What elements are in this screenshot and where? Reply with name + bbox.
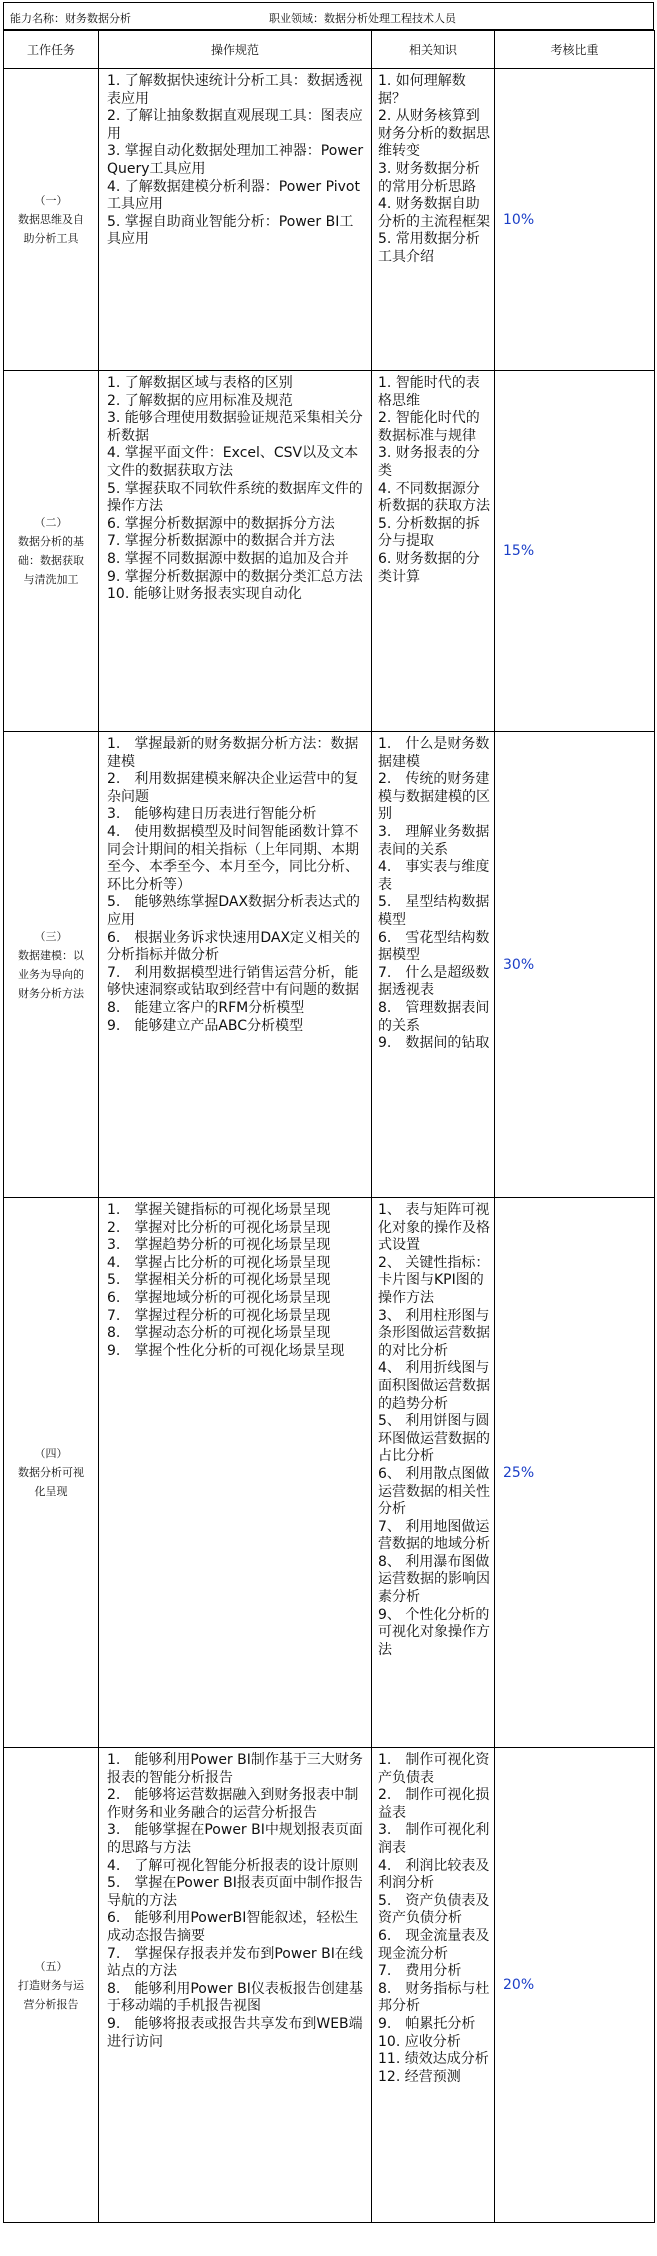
knowledge-item: 2. 从财务核算到财务分析的数据思维转变 (378, 108, 490, 160)
knowledge-item: 3. 理解业务数据表间的关系 (378, 823, 490, 858)
ops-item: 3. 掌握趋势分析的可视化场景呈现 (107, 1237, 331, 1254)
knowledge-item: 6. 雪花型结构数据模型 (378, 929, 490, 964)
ops-item: 5. 掌握获取不同软件系统的数据库文件的操作方法 (107, 480, 363, 515)
ops-cell (99, 371, 372, 732)
knowledge-item: 3. 财务数据分析的常用分析思路 (378, 160, 480, 195)
ops-cell (99, 69, 378, 371)
task-line: 打造财务与运 (18, 1978, 84, 1992)
field-name: 职业领域：数据分析处理工程技术人员 (269, 12, 456, 25)
knowledge-item: 11. 绩效达成分析 (378, 2051, 489, 2068)
task-cell (4, 1198, 99, 1748)
ops-item: 9. 掌握分析数据源中的数据分类汇总方法 (107, 568, 363, 585)
ops-item: 6. 能够利用PowerBI智能叙述，轻松生成动态报告摘要 (107, 1910, 359, 1944)
ops-item: 2. 能够将运营数据融入到财务报表中制作财务和业务融合的运营分析报告 (107, 1787, 359, 1821)
knowledge-item: 4. 利润比较表及利润分析 (378, 1857, 490, 1892)
knowledge-item: 2. 传统的财务建模与数据建模的区别 (378, 771, 490, 823)
ops-item: 2. 了解数据的应用标准及规范 (107, 392, 293, 409)
ops-item: 6. 掌握地域分析的可视化场景呈现 (107, 1289, 331, 1306)
knowledge-item: 8. 管理数据表间的关系 (378, 999, 490, 1034)
ops-item: 7. 掌握分析数据源中的数据合并方法 (107, 533, 335, 550)
ops-item: 4. 了解数据建模分析利器：Power Pivot工具应用 (107, 178, 360, 213)
ops-item: 6. 掌握分析数据源中的数据拆分方法 (107, 515, 335, 532)
knowledge-cell (372, 1198, 495, 1748)
knowledge-item: 5. 资产负债表及资产负债分析 (378, 1892, 490, 1927)
knowledge-item: 6. 现金流量表及现金流分析 (378, 1927, 490, 1962)
knowledge-item: 9、 个性化分析的可视化对象操作方法 (378, 1606, 490, 1658)
knowledge-cell (372, 69, 495, 371)
knowledge-item: 4. 不同数据源分析数据的获取方法 (378, 480, 490, 515)
knowledge-item: 3. 制作可视化利润表 (378, 1822, 490, 1856)
ops-item: 10. 能够让财务报表实现自动化 (107, 586, 302, 603)
knowledge-item: 8. 财务指标与杜邦分析 (378, 1980, 490, 2015)
ops-item: 5. 掌握自助商业智能分析：Power BI工具应用 (107, 213, 354, 248)
task-line: （四） (34, 1447, 68, 1460)
knowledge-item: 2. 智能化时代的数据标准与规律 (378, 410, 480, 444)
ratio-cell: 30% (495, 732, 655, 1198)
knowledge-item: 5、 利用饼图与圆环图做运营数据的占比分析 (378, 1413, 490, 1465)
ops-item: 5. 能够熟练掌握DAX数据分析表达式的应用 (107, 894, 361, 928)
column-header-ratio: 考核比重 (495, 31, 655, 69)
knowledge-item: 7. 费用分析 (378, 1963, 462, 1980)
knowledge-item: 6. 财务数据的分类计算 (378, 550, 480, 585)
ops-item: 4. 了解可视化智能分析报表的设计原则 (107, 1857, 359, 1874)
ops-item: 8. 能建立客户的RFM分析模型 (107, 999, 305, 1016)
column-header-knowledge: 相关知识 (372, 31, 495, 69)
knowledge-item: 1. 什么是财务数据建模 (378, 736, 490, 770)
ratio-cell: 25% (495, 1198, 655, 1748)
table-row (4, 69, 655, 371)
task-line: 与清洗加工 (23, 573, 79, 586)
ops-item: 5. 掌握在Power BI报表页面中制作报告导航的方法 (107, 1875, 363, 1909)
table-row (4, 732, 655, 1198)
ops-item: 1. 掌握关键指标的可视化场景呈现 (107, 1202, 331, 1218)
ops-item: 8. 掌握不同数据源中数据的追加及合并 (107, 550, 349, 567)
ops-item: 8. 掌握动态分析的可视化场景呈现 (107, 1325, 331, 1342)
ops-item: 2. 掌握对比分析的可视化场景呈现 (107, 1219, 331, 1236)
knowledge-item: 12. 经营预测 (378, 2068, 461, 2085)
task-cell (4, 371, 99, 732)
task-line: 数据思维及自 (18, 213, 84, 226)
ratio-cell: 15% (495, 371, 655, 732)
knowledge-item: 7. 什么是超级数据透视表 (378, 964, 490, 999)
task-line: 础：数据获取 (18, 554, 84, 567)
knowledge-item: 2. 制作可视化损益表 (378, 1787, 490, 1821)
knowledge-cell (372, 1748, 495, 2223)
ops-item: 7. 掌握保存报表并发布到Power BI在线站点的方法 (107, 1945, 363, 1980)
ops-item: 7. 利用数据模型进行销售运营分析，能够快速洞察或钻取到经营中有问题的数据 (107, 964, 359, 999)
ops-cell (99, 1748, 372, 2223)
ops-item: 4. 使用数据模型及时间智能函数计算不同会计期间的相关指标（上年同期、本期至今、本季至今、本月至今，同比分析、环比分析等） (107, 823, 359, 893)
ops-item: 2. 利用数据建模来解决企业运营中的复杂问题 (107, 771, 359, 805)
table-row (4, 371, 655, 732)
ops-item: 3. 掌握自动化数据处理加工神器：Power Query工具应用 (107, 143, 378, 177)
ops-item: 3. 能够构建日历表进行智能分析 (107, 806, 317, 823)
task-line: 财务分析方法 (18, 986, 84, 1000)
knowledge-item: 1. 制作可视化资产负债表 (378, 1752, 490, 1786)
knowledge-item: 7、 利用地图做运营数据的地域分析 (378, 1518, 490, 1553)
knowledge-item: 10. 应收分析 (378, 2033, 461, 2050)
ops-item: 1. 能够利用Power BI制作基于三大财务报表的智能分析报告 (107, 1752, 363, 1786)
task-cell (4, 1748, 99, 2223)
task-line: （二） (34, 516, 68, 529)
task-line: 数据分析可视 (18, 1466, 84, 1479)
task-line: 助分析工具 (23, 232, 79, 245)
ops-item: 4. 掌握平面文件：Excel、CSV以及文本文件的数据获取方法 (107, 445, 359, 479)
knowledge-item: 6、 利用散点图做运营数据的相关性分析 (378, 1465, 490, 1518)
task-line: 数据建模：以 (18, 948, 84, 962)
table-row (4, 1198, 655, 1748)
ops-item: 1. 掌握最新的财务数据分析方法：数据建模 (107, 736, 359, 770)
knowledge-item: 1. 如何理解数据？ (378, 73, 466, 107)
ops-item: 7. 掌握过程分析的可视化场景呈现 (107, 1307, 331, 1324)
ops-item: 8. 能够利用Power BI仪表板报告创建基于移动端的手机报告视图 (107, 1980, 363, 2015)
knowledge-item: 3. 财务报表的分类 (378, 445, 480, 479)
ops-item: 1. 了解数据快速统计分析工具：数据透视表应用 (107, 73, 363, 107)
knowledge-item: 1. 智能时代的表格思维 (378, 375, 480, 409)
ops-item: 2. 了解让抽象数据直观展现工具：图表应用 (107, 108, 363, 142)
knowledge-item: 4. 事实表与维度表 (378, 859, 490, 893)
knowledge-item: 3、 利用柱形图与条形图做运营数据的对比分析 (378, 1307, 490, 1359)
knowledge-item: 5. 常用数据分析工具介绍 (378, 231, 480, 265)
ratio-cell: 10% (495, 69, 655, 371)
ops-item: 1. 了解数据区域与表格的区别 (107, 375, 293, 391)
ops-cell (99, 732, 372, 1198)
ops-item: 9. 能够建立产品ABC分析模型 (107, 1017, 304, 1034)
task-line: 数据分析的基 (18, 535, 84, 548)
task-line: 营分析报告 (23, 1997, 79, 2011)
knowledge-item: 9. 帕累托分析 (378, 2015, 476, 2032)
knowledge-item: 1、 表与矩阵可视化对象的操作及格式设置 (378, 1202, 490, 1254)
ops-item: 4. 掌握占比分析的可视化场景呈现 (107, 1254, 331, 1271)
task-line: （三） (34, 929, 68, 943)
ops-item: 3. 能够掌握在Power BI中规划报表页面的思路与方法 (107, 1822, 363, 1856)
knowledge-cell (372, 732, 495, 1198)
ops-item: 9. 掌握个性化分析的可视化场景呈现 (107, 1342, 345, 1359)
task-line: 业务为导向的 (18, 967, 84, 981)
knowledge-item: 4、 利用折线图与面积图做运营数据的趋势分析 (378, 1360, 490, 1412)
task-cell (4, 732, 99, 1198)
knowledge-item: 5. 分析数据的拆分与提取 (378, 515, 480, 550)
knowledge-cell (372, 371, 495, 732)
task-line: 化呈现 (34, 1485, 68, 1498)
knowledge-item: 2、 关键性指标：卡片图与KPI图的操作方法 (378, 1254, 490, 1306)
table-row (4, 1748, 655, 2223)
knowledge-item: 5. 星型结构数据模型 (378, 894, 490, 928)
table-header-row (4, 31, 655, 69)
info-bar (3, 2, 654, 30)
column-header-task: 工作任务 (4, 31, 99, 69)
ops-cell (99, 1198, 372, 1748)
ability-name: 能力名称：财务数据分析 (10, 12, 131, 25)
ratio-cell: 20% (495, 1748, 655, 2223)
task-line: （五） (34, 1959, 68, 1973)
task-cell (4, 69, 99, 371)
ops-item: 9. 能够将报表或报告共享发布到WEB端进行访问 (107, 2015, 363, 2050)
column-header-ops: 操作规范 (99, 31, 372, 69)
task-line: （一） (34, 194, 68, 207)
ops-item: 5. 掌握相关分析的可视化场景呈现 (107, 1272, 331, 1289)
knowledge-item: 9. 数据间的钻取 (378, 1035, 490, 1052)
syllabus-table (3, 30, 655, 2223)
ops-item: 6. 根据业务诉求快速用DAX定义相关的分析指标并做分析 (107, 929, 361, 964)
knowledge-item: 8、 利用瀑布图做运营数据的影响因素分析 (378, 1553, 490, 1606)
knowledge-item: 4. 财务数据自助分析的主流程框架 (378, 196, 490, 230)
ops-item: 3. 能够合理使用数据验证规范采集相关分析数据 (107, 410, 363, 444)
